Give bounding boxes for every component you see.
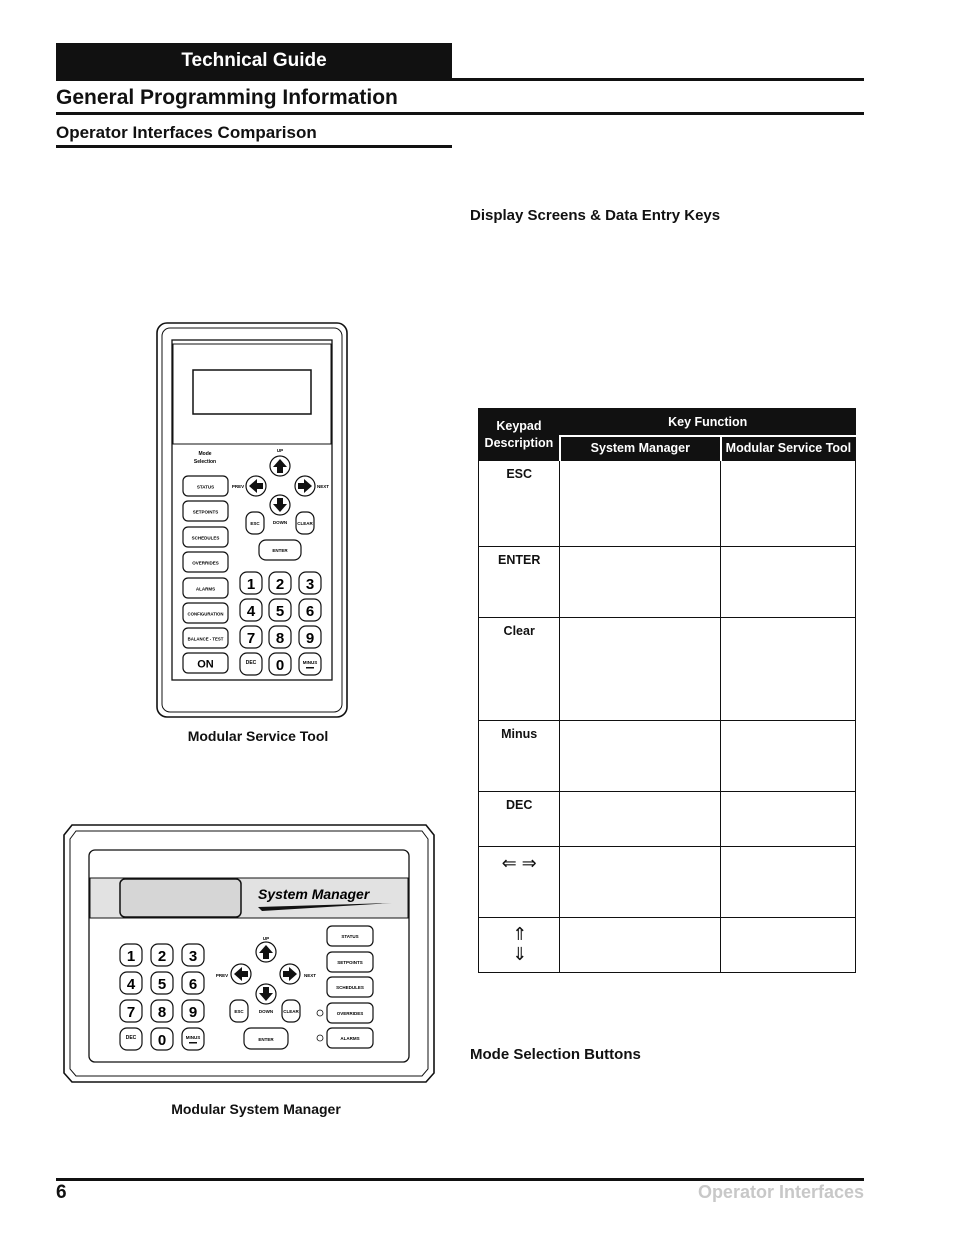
header-tab-label: Technical Guide [181,50,327,71]
table-cell [721,792,856,847]
mst-key-8-label: 8 [275,630,285,647]
mst-key-6-label: 6 [305,603,315,620]
header-rule [56,78,864,81]
mst-mode-label-2: Selection [193,459,217,465]
table-cell [721,721,856,792]
mst-key-dec-label: DEC [245,660,257,666]
msm-schedules-label: SCHEDULES [336,985,364,990]
mst-overrides-label: OVERRIDES [192,560,219,566]
page-number: 6 [56,1182,67,1203]
mst-on-label: ON [197,658,214,671]
modular-service-tool-image [150,318,355,723]
minus-icon [189,1042,197,1044]
mst-key-minus-label: MINUS [302,660,318,665]
col-system-manager: System Manager [560,436,721,461]
table-cell [721,847,856,918]
up-down-arrows-icon: ⇑ ⇓ [512,924,528,964]
msm-clear-label: CLEAR [283,1009,299,1014]
mst-configuration-label: CONFIGURATION [187,611,224,617]
msm-setpoints-label: SETPOINTS [337,960,363,965]
msm-up-label: UP [262,936,270,941]
table-cell [560,461,721,547]
table-cell [560,721,721,792]
subsection-rule [56,145,452,148]
table-cell [721,461,856,547]
table-row [479,461,856,547]
table-cell [560,918,721,973]
modular-system-manager-image [62,823,436,1085]
left-right-arrows-icon: ⇐ ⇒ [501,853,537,873]
table-row [479,721,856,792]
mst-prev-label: PREV [231,484,245,489]
mst-key-9-label: 9 [305,630,315,647]
section-title: General Programming Information [56,86,398,109]
mst-key-4-label: 4 [246,603,256,620]
table-cell [560,547,721,618]
msm-overrides-label: OVERRIDES [336,1011,364,1016]
mst-down-label: DOWN [272,520,288,525]
col-modular-service-tool: Modular Service Tool [721,436,856,461]
alarms-led-icon [317,1035,323,1041]
mst-mode-label-1: Mode [198,451,212,457]
table-row [479,792,856,847]
msm-key-minus-label: MINUS [185,1035,201,1040]
row-desc-enter: ENTER [479,547,560,618]
msm-key-7-label: 7 [126,1004,136,1021]
mst-key-1-label: 1 [246,576,256,593]
table-cell [721,618,856,721]
mst-next-label: NEXT [316,484,330,489]
subsection-title: Operator Interfaces Comparison [56,123,317,142]
overrides-led-icon [317,1010,323,1016]
footer-rule [56,1178,864,1181]
table-row [479,847,856,918]
mst-schedules-label: SCHEDULES [191,535,220,541]
msm-key-8-label: 8 [157,1004,167,1021]
display-heading: Display Screens & Data Entry Keys [470,207,721,224]
row-desc-clear: Clear [479,618,560,721]
table-cell [721,547,856,618]
table-cell [560,847,721,918]
msm-enter-label: ENTER [258,1037,274,1042]
mst-setpoints-label: SETPOINTS [192,509,219,515]
col-keypad-description: Keypad Description [479,409,560,461]
table-cell [560,618,721,721]
mst-key-0-label: 0 [275,657,285,674]
msm-key-1-label: 1 [126,948,136,965]
header-tab [56,43,452,79]
table-row [479,618,856,721]
msm-key-6-label: 6 [188,976,198,993]
mst-key-7-label: 7 [246,630,256,647]
section-rule [56,112,864,115]
mst-clear-label: CLEAR [297,521,313,526]
mst-key-3-label: 3 [305,576,315,593]
mst-esc-label: ESC [250,521,260,526]
mst-enter-label: ENTER [272,548,288,553]
table-row [479,918,856,973]
msm-key-dec-label: DEC [125,1035,137,1041]
row-desc-up-down [479,918,560,973]
mst-key-5-label: 5 [275,603,285,620]
mst-alarms-label: ALARMS [195,586,216,592]
msm-key-5-label: 5 [157,976,167,993]
msm-status-label: STATUS [341,934,359,939]
table-cell [721,918,856,973]
table-row [479,547,856,618]
msm-logo: System Manager [258,886,370,902]
msm-key-2-label: 2 [157,948,167,965]
msm-key-3-label: 3 [188,948,198,965]
mode-heading: Mode Selection Buttons [470,1046,641,1063]
mst-caption: Modular Service Tool [187,728,329,744]
row-desc-esc: ESC [479,461,560,547]
msm-key-9-label: 9 [188,1004,198,1021]
msm-caption: Modular System Manager [171,1101,341,1117]
key-function-table [478,408,856,973]
msm-key-4-label: 4 [126,976,136,993]
msm-esc-label: ESC [234,1009,244,1014]
msm-key-0-label: 0 [157,1032,167,1049]
mst-key-2-label: 2 [275,576,285,593]
mst-status-label: STATUS [196,484,215,490]
row-desc-dec: DEC [479,792,560,847]
mst-balance-test-label: BALANCE - TEST [187,636,224,642]
table-cell [560,792,721,847]
msm-next-label: NEXT [303,973,317,978]
msm-prev-label: PREV [215,973,229,978]
row-desc-left-right [479,847,560,918]
col-key-function: Key Function [560,409,856,436]
msm-alarms-label: ALARMS [340,1036,360,1041]
msm-down-label: DOWN [258,1009,274,1014]
footer-title: Operator Interfaces [697,1182,864,1202]
minus-icon [306,667,314,669]
row-desc-minus: Minus [479,721,560,792]
mst-up-label: UP [276,448,284,453]
